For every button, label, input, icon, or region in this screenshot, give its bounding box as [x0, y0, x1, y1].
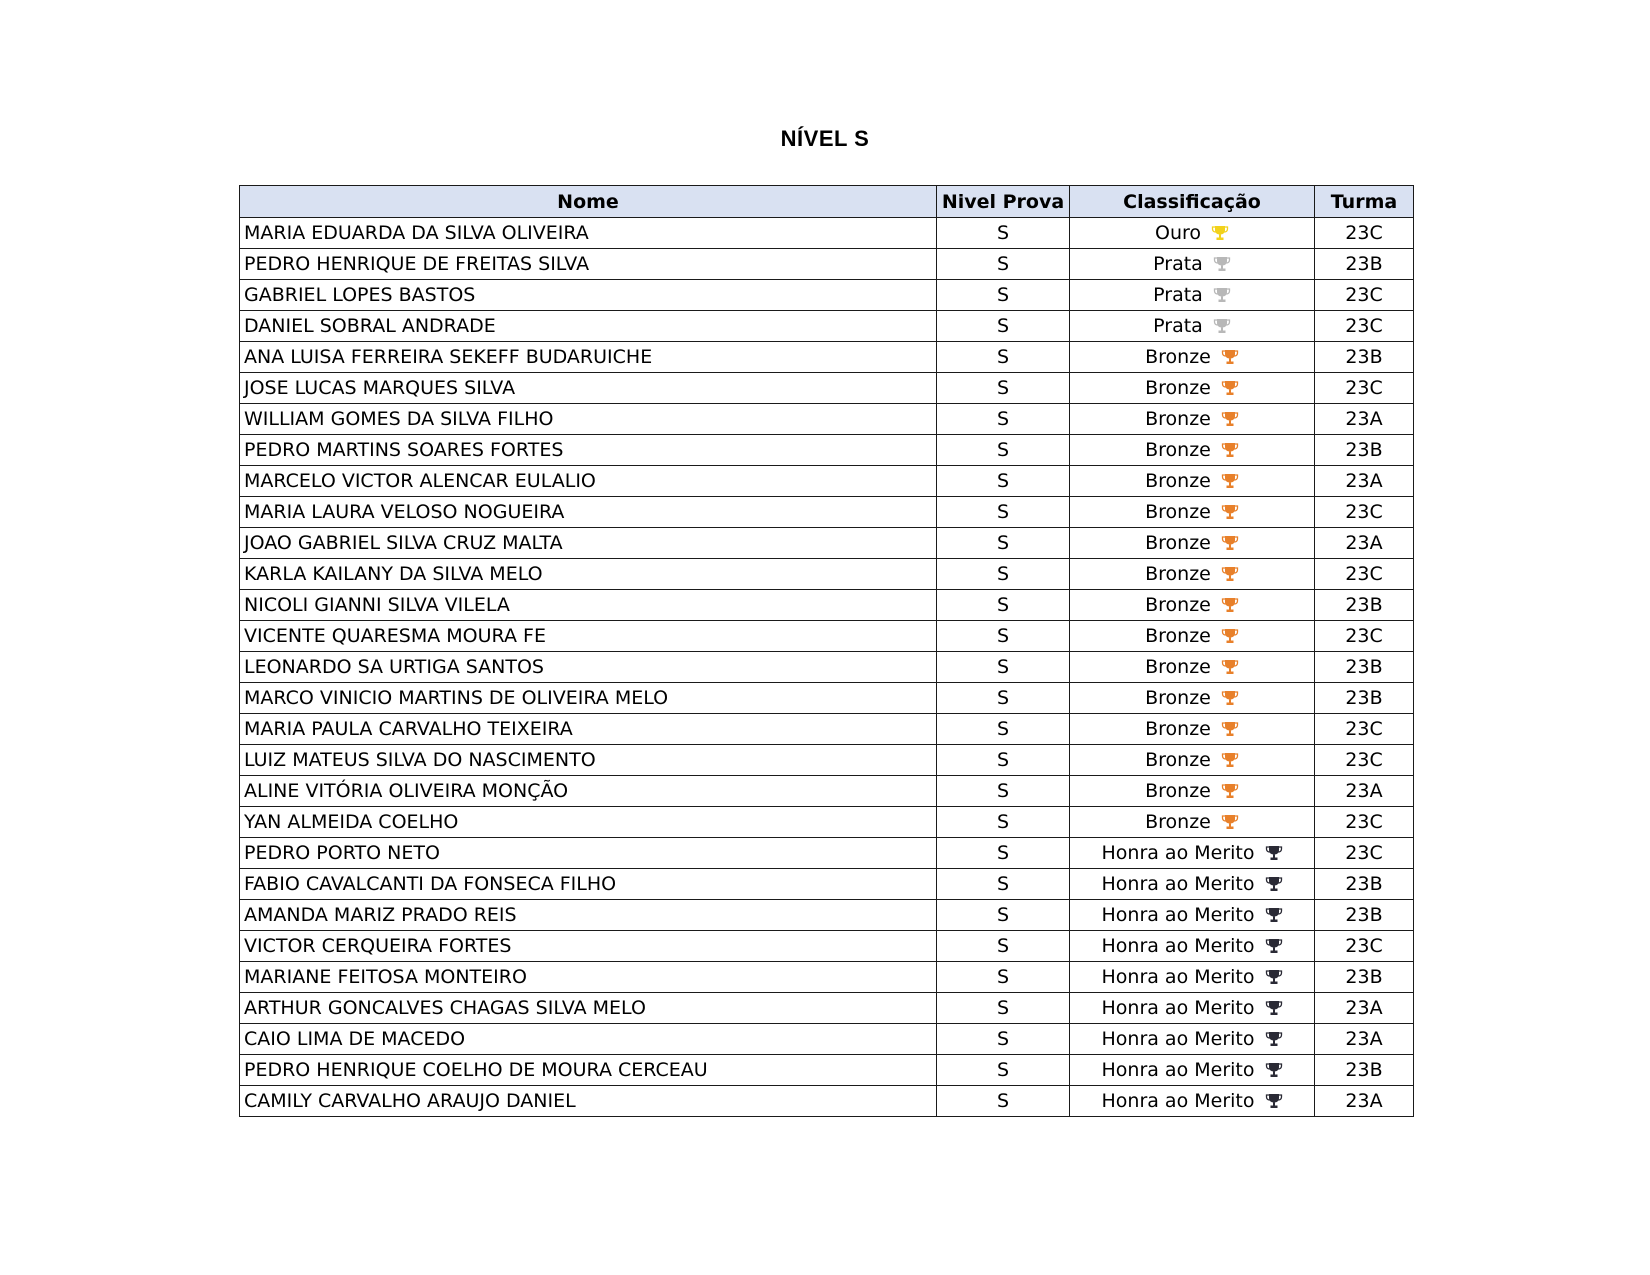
classificacao-wrap: [1101, 962, 1282, 992]
trophy-icon: [1221, 658, 1239, 676]
cell-nivel-prova: S: [937, 652, 1070, 683]
cell-classificacao: [1070, 466, 1315, 497]
classificacao-wrap: [1145, 714, 1239, 744]
trophy-icon: [1265, 968, 1283, 986]
classificacao-wrap: [1145, 466, 1239, 496]
classificacao-label: Prata: [1153, 315, 1203, 337]
cell-turma: 23A: [1315, 1024, 1414, 1055]
cell-nivel-prova: S: [937, 745, 1070, 776]
classificacao-label: Prata: [1153, 284, 1203, 306]
cell-nome: CAMILY CARVALHO ARAUJO DANIEL: [240, 1086, 937, 1117]
table-row: [240, 528, 1414, 559]
cell-nivel-prova: S: [937, 249, 1070, 280]
table-row: [240, 373, 1414, 404]
cell-nivel-prova: S: [937, 900, 1070, 931]
cell-nivel-prova: S: [937, 466, 1070, 497]
classificacao-wrap: [1153, 249, 1231, 279]
classificacao-wrap: [1145, 745, 1239, 775]
trophy-icon: [1221, 472, 1239, 490]
cell-turma: 23B: [1315, 962, 1414, 993]
trophy-icon: [1221, 348, 1239, 366]
cell-nome: MARIA LAURA VELOSO NOGUEIRA: [240, 497, 937, 528]
cell-nome: ARTHUR GONCALVES CHAGAS SILVA MELO: [240, 993, 937, 1024]
table-row: [240, 807, 1414, 838]
classificacao-wrap: [1145, 590, 1239, 620]
cell-turma: 23B: [1315, 435, 1414, 466]
cell-nome: AMANDA MARIZ PRADO REIS: [240, 900, 937, 931]
cell-nivel-prova: S: [937, 1024, 1070, 1055]
cell-turma: 23C: [1315, 838, 1414, 869]
table-row: [240, 559, 1414, 590]
cell-classificacao: [1070, 714, 1315, 745]
classificacao-label: Bronze: [1145, 749, 1211, 771]
cell-classificacao: [1070, 311, 1315, 342]
cell-nome: PEDRO MARTINS SOARES FORTES: [240, 435, 937, 466]
cell-classificacao: [1070, 249, 1315, 280]
cell-classificacao: [1070, 621, 1315, 652]
classificacao-wrap: [1145, 776, 1239, 806]
cell-classificacao: [1070, 838, 1315, 869]
cell-classificacao: [1070, 342, 1315, 373]
table-row: [240, 683, 1414, 714]
cell-classificacao: [1070, 1024, 1315, 1055]
classificacao-wrap: [1153, 311, 1231, 341]
cell-nivel-prova: S: [937, 218, 1070, 249]
cell-nome: ALINE VITÓRIA OLIVEIRA MONÇÃO: [240, 776, 937, 807]
cell-turma: 23B: [1315, 652, 1414, 683]
trophy-icon: [1221, 410, 1239, 428]
table-row: [240, 1086, 1414, 1117]
trophy-icon: [1221, 565, 1239, 583]
classificacao-wrap: [1145, 807, 1239, 837]
classificacao-label: Bronze: [1145, 377, 1211, 399]
cell-nome: ANA LUISA FERREIRA SEKEFF BUDARUICHE: [240, 342, 937, 373]
trophy-icon: [1221, 813, 1239, 831]
trophy-icon: [1265, 906, 1283, 924]
table-row: [240, 838, 1414, 869]
cell-classificacao: [1070, 993, 1315, 1024]
cell-nivel-prova: S: [937, 962, 1070, 993]
cell-classificacao: [1070, 931, 1315, 962]
cell-nivel-prova: S: [937, 559, 1070, 590]
table-row: [240, 404, 1414, 435]
trophy-icon: [1221, 379, 1239, 397]
trophy-icon: [1265, 875, 1283, 893]
cell-nivel-prova: S: [937, 373, 1070, 404]
classificacao-label: Bronze: [1145, 718, 1211, 740]
classificacao-wrap: [1101, 900, 1282, 930]
classificacao-label: Bronze: [1145, 656, 1211, 678]
cell-classificacao: [1070, 807, 1315, 838]
cell-classificacao: [1070, 1055, 1315, 1086]
trophy-icon: [1221, 782, 1239, 800]
cell-nome: FABIO CAVALCANTI DA FONSECA FILHO: [240, 869, 937, 900]
classificacao-label: Bronze: [1145, 501, 1211, 523]
cell-nivel-prova: S: [937, 838, 1070, 869]
classificacao-label: Ouro: [1154, 222, 1201, 244]
cell-turma: 23C: [1315, 497, 1414, 528]
cell-turma: 23B: [1315, 249, 1414, 280]
classificacao-wrap: [1145, 404, 1239, 434]
cell-turma: 23C: [1315, 745, 1414, 776]
classificacao-wrap: [1145, 683, 1239, 713]
table-row: [240, 342, 1414, 373]
trophy-icon: [1265, 844, 1283, 862]
cell-nivel-prova: S: [937, 714, 1070, 745]
classificacao-label: Honra ao Merito: [1101, 1028, 1255, 1050]
cell-nome: CAIO LIMA DE MACEDO: [240, 1024, 937, 1055]
classificacao-wrap: [1145, 528, 1239, 558]
cell-nome: PEDRO PORTO NETO: [240, 838, 937, 869]
table-row: [240, 249, 1414, 280]
cell-nome: VICENTE QUARESMA MOURA FE: [240, 621, 937, 652]
trophy-icon: [1221, 441, 1239, 459]
table-row: [240, 869, 1414, 900]
cell-classificacao: [1070, 218, 1315, 249]
cell-nivel-prova: S: [937, 528, 1070, 559]
classificacao-label: Honra ao Merito: [1101, 1090, 1255, 1112]
cell-turma: 23C: [1315, 559, 1414, 590]
cell-classificacao: [1070, 1086, 1315, 1117]
cell-turma: 23B: [1315, 1055, 1414, 1086]
cell-turma: 23C: [1315, 311, 1414, 342]
classificacao-wrap: [1145, 342, 1239, 372]
table-row: [240, 1055, 1414, 1086]
cell-turma: 23B: [1315, 869, 1414, 900]
classificacao-label: Honra ao Merito: [1101, 1059, 1255, 1081]
table-row: [240, 776, 1414, 807]
table-row: [240, 652, 1414, 683]
classificacao-label: Honra ao Merito: [1101, 873, 1255, 895]
classificacao-wrap: [1145, 621, 1239, 651]
cell-classificacao: [1070, 280, 1315, 311]
cell-classificacao: [1070, 528, 1315, 559]
classificacao-wrap: [1145, 559, 1239, 589]
cell-turma: 23C: [1315, 621, 1414, 652]
trophy-icon: [1221, 503, 1239, 521]
cell-nivel-prova: S: [937, 683, 1070, 714]
cell-turma: 23A: [1315, 528, 1414, 559]
classificacao-wrap: [1155, 218, 1229, 248]
header-turma: Turma: [1315, 186, 1414, 218]
trophy-icon: [1211, 224, 1229, 242]
header-classificacao: Classificação: [1070, 186, 1315, 218]
trophy-icon: [1221, 534, 1239, 552]
cell-nivel-prova: S: [937, 621, 1070, 652]
page-title: NÍVEL S: [780, 126, 870, 151]
trophy-icon: [1265, 1030, 1283, 1048]
table-row: [240, 931, 1414, 962]
cell-classificacao: [1070, 435, 1315, 466]
classificacao-wrap: [1145, 652, 1239, 682]
cell-nome: KARLA KAILANY DA SILVA MELO: [240, 559, 937, 590]
cell-nome: MARIA EDUARDA DA SILVA OLIVEIRA: [240, 218, 937, 249]
classificacao-label: Bronze: [1145, 470, 1211, 492]
cell-turma: 23A: [1315, 1086, 1414, 1117]
cell-turma: 23A: [1315, 993, 1414, 1024]
header-row: [240, 186, 1414, 218]
table-row: [240, 590, 1414, 621]
cell-nivel-prova: S: [937, 807, 1070, 838]
table-body: [240, 218, 1414, 1117]
table-row: [240, 993, 1414, 1024]
classificacao-label: Honra ao Merito: [1101, 842, 1255, 864]
classificacao-wrap: [1145, 497, 1239, 527]
table-row: [240, 218, 1414, 249]
table-row: [240, 435, 1414, 466]
cell-turma: 23B: [1315, 590, 1414, 621]
cell-turma: 23C: [1315, 714, 1414, 745]
cell-classificacao: [1070, 745, 1315, 776]
cell-classificacao: [1070, 683, 1315, 714]
header-nome: Nome: [240, 186, 937, 218]
table-row: [240, 900, 1414, 931]
classificacao-wrap: [1145, 373, 1239, 403]
trophy-icon: [1265, 1061, 1283, 1079]
classificacao-label: Bronze: [1145, 408, 1211, 430]
cell-nome: MARCO VINICIO MARTINS DE OLIVEIRA MELO: [240, 683, 937, 714]
cell-nome: LUIZ MATEUS SILVA DO NASCIMENTO: [240, 745, 937, 776]
results-table: [239, 185, 1414, 1117]
table-row: [240, 280, 1414, 311]
trophy-icon: [1221, 720, 1239, 738]
trophy-icon: [1221, 689, 1239, 707]
classificacao-label: Bronze: [1145, 811, 1211, 833]
cell-nome: WILLIAM GOMES DA SILVA FILHO: [240, 404, 937, 435]
cell-nivel-prova: S: [937, 435, 1070, 466]
cell-turma: 23B: [1315, 342, 1414, 373]
cell-classificacao: [1070, 559, 1315, 590]
cell-nome: PEDRO HENRIQUE COELHO DE MOURA CERCEAU: [240, 1055, 937, 1086]
cell-nivel-prova: S: [937, 404, 1070, 435]
classificacao-label: Honra ao Merito: [1101, 904, 1255, 926]
classificacao-label: Honra ao Merito: [1101, 966, 1255, 988]
header-nivel-prova: Nivel Prova: [937, 186, 1070, 218]
classificacao-wrap: [1101, 869, 1282, 899]
cell-classificacao: [1070, 373, 1315, 404]
cell-turma: 23C: [1315, 218, 1414, 249]
cell-nivel-prova: S: [937, 1055, 1070, 1086]
cell-nome: MARIANE FEITOSA MONTEIRO: [240, 962, 937, 993]
cell-classificacao: [1070, 869, 1315, 900]
cell-nivel-prova: S: [937, 590, 1070, 621]
classificacao-label: Honra ao Merito: [1101, 997, 1255, 1019]
cell-nome: MARCELO VICTOR ALENCAR EULALIO: [240, 466, 937, 497]
trophy-icon: [1221, 751, 1239, 769]
cell-turma: 23C: [1315, 280, 1414, 311]
trophy-icon: [1221, 627, 1239, 645]
cell-turma: 23B: [1315, 900, 1414, 931]
cell-classificacao: [1070, 900, 1315, 931]
classificacao-label: Bronze: [1145, 625, 1211, 647]
classificacao-wrap: [1101, 1086, 1282, 1116]
cell-classificacao: [1070, 962, 1315, 993]
trophy-icon: [1213, 317, 1231, 335]
cell-turma: 23B: [1315, 683, 1414, 714]
table-row: [240, 745, 1414, 776]
trophy-icon: [1213, 286, 1231, 304]
table-row: [240, 497, 1414, 528]
classificacao-label: Bronze: [1145, 594, 1211, 616]
cell-classificacao: [1070, 776, 1315, 807]
table-row: [240, 962, 1414, 993]
cell-nome: NICOLI GIANNI SILVA VILELA: [240, 590, 937, 621]
classificacao-label: Bronze: [1145, 532, 1211, 554]
cell-turma: 23A: [1315, 404, 1414, 435]
classificacao-wrap: [1145, 435, 1239, 465]
classificacao-label: Bronze: [1145, 439, 1211, 461]
cell-nome: MARIA PAULA CARVALHO TEIXEIRA: [240, 714, 937, 745]
classificacao-label: Bronze: [1145, 563, 1211, 585]
classificacao-wrap: [1101, 931, 1282, 961]
classificacao-label: Bronze: [1145, 780, 1211, 802]
classificacao-label: Bronze: [1145, 346, 1211, 368]
cell-classificacao: [1070, 652, 1315, 683]
cell-nivel-prova: S: [937, 931, 1070, 962]
table-row: [240, 621, 1414, 652]
table-row: [240, 311, 1414, 342]
classificacao-wrap: [1101, 1024, 1282, 1054]
classificacao-wrap: [1101, 838, 1282, 868]
cell-turma: 23C: [1315, 931, 1414, 962]
cell-classificacao: [1070, 404, 1315, 435]
cell-nome: JOAO GABRIEL SILVA CRUZ MALTA: [240, 528, 937, 559]
trophy-icon: [1265, 937, 1283, 955]
trophy-icon: [1265, 999, 1283, 1017]
cell-nome: DANIEL SOBRAL ANDRADE: [240, 311, 937, 342]
cell-turma: 23C: [1315, 807, 1414, 838]
table-row: [240, 714, 1414, 745]
cell-nivel-prova: S: [937, 497, 1070, 528]
table-row: [240, 466, 1414, 497]
cell-nivel-prova: S: [937, 311, 1070, 342]
cell-nome: JOSE LUCAS MARQUES SILVA: [240, 373, 937, 404]
cell-classificacao: [1070, 497, 1315, 528]
trophy-icon: [1213, 255, 1231, 273]
cell-nome: PEDRO HENRIQUE DE FREITAS SILVA: [240, 249, 937, 280]
table-row: [240, 1024, 1414, 1055]
cell-nivel-prova: S: [937, 993, 1070, 1024]
cell-nivel-prova: S: [937, 280, 1070, 311]
cell-nome: YAN ALMEIDA COELHO: [240, 807, 937, 838]
classificacao-wrap: [1101, 993, 1282, 1023]
classificacao-label: Bronze: [1145, 687, 1211, 709]
classificacao-wrap: [1153, 280, 1231, 310]
cell-nivel-prova: S: [937, 776, 1070, 807]
classificacao-label: Prata: [1153, 253, 1203, 275]
cell-classificacao: [1070, 590, 1315, 621]
trophy-icon: [1221, 596, 1239, 614]
cell-nivel-prova: S: [937, 1086, 1070, 1117]
classificacao-wrap: [1101, 1055, 1282, 1085]
cell-nome: GABRIEL LOPES BASTOS: [240, 280, 937, 311]
table-header: [240, 186, 1414, 218]
cell-nome: VICTOR CERQUEIRA FORTES: [240, 931, 937, 962]
cell-nome: LEONARDO SA URTIGA SANTOS: [240, 652, 937, 683]
cell-turma: 23A: [1315, 466, 1414, 497]
trophy-icon: [1265, 1092, 1283, 1110]
classificacao-label: Honra ao Merito: [1101, 935, 1255, 957]
cell-nivel-prova: S: [937, 869, 1070, 900]
cell-turma: 23C: [1315, 373, 1414, 404]
cell-nivel-prova: S: [937, 342, 1070, 373]
cell-turma: 23A: [1315, 776, 1414, 807]
